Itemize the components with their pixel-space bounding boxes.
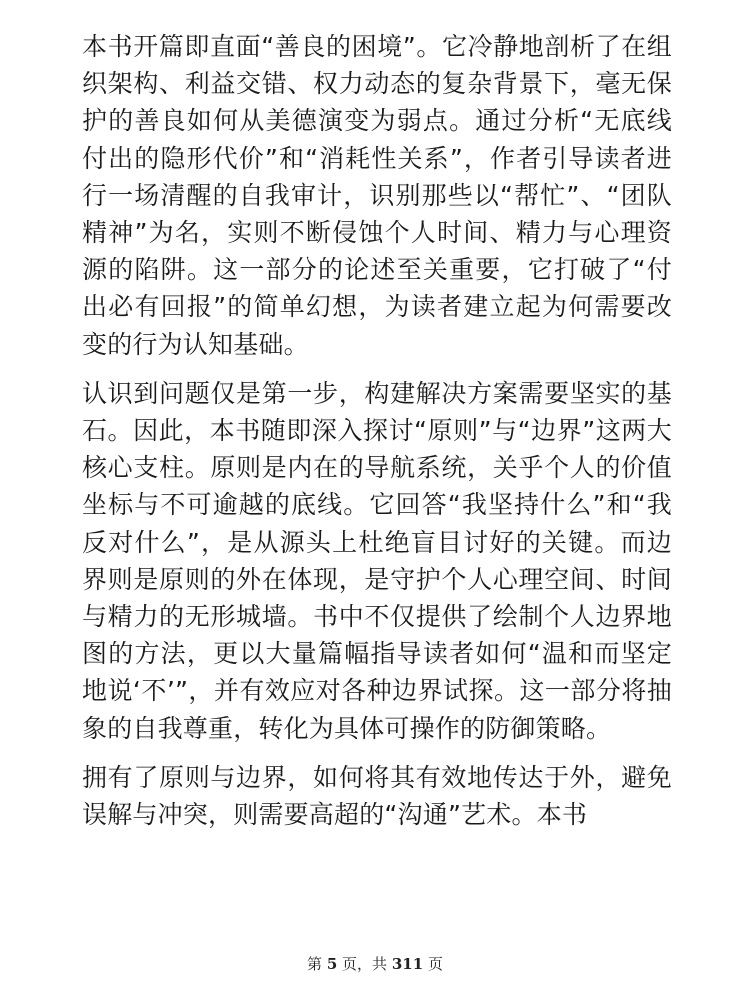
paragraph-2: 认识到问题仅是第一步，构建解决方案需要坚实的基石。因此，本书随即深入探讨“原则”与“边界”这两大核心支柱。原则是内在的导航系统，关乎个人的价值坐标与不可逾越的底线。它回答“我坚持什么”和“我反对什么”，是从源头上杜绝盲目讨好的关键。而边界则是原则的外在体现，是守护个人心理空间、时间与精力的无形城墙。书中不仅提供了绘制个人边界地图的方法，更以大量篇幅指导读者如何“温和而坚定地说‘不’”，并有效应对各种边界试探。这一部分将抽象的自我尊重，转化为具体可操作的防御策略。	[82, 378, 672, 743]
paragraph-1: 本书开篇即直面“善良的困境”。它冷静地剖析了在组织架构、利益交错、权力动态的复杂背景下，毫无保护的善良如何从美德演变为弱点。通过分析“无底线付出的隐形代价”和“消耗性关系”，作者引导读者进行一场清醒的自我审计，识别那些以“帮忙”、“团队精神”为名，实则不断侵蚀个人时间、精力与心理资源的陷阱。这一部分的论述至关重要，它打破了“付出必有回报”的简单幻想，为读者建立起为何需要改变的行为认知基础。	[82, 32, 672, 359]
footer-suffix: 页	[427, 955, 443, 973]
page-body	[82, 28, 672, 845]
current-page-number: 5	[326, 955, 338, 973]
footer-middle: 页，共	[342, 955, 388, 973]
total-page-count: 311	[391, 955, 424, 973]
page-footer	[0, 953, 750, 974]
footer-prefix: 第	[307, 955, 323, 973]
paragraph-3: 拥有了原则与边界，如何将其有效地传达于外，避免误解与冲突，则需要高超的“沟通”艺术。本书	[82, 762, 672, 830]
